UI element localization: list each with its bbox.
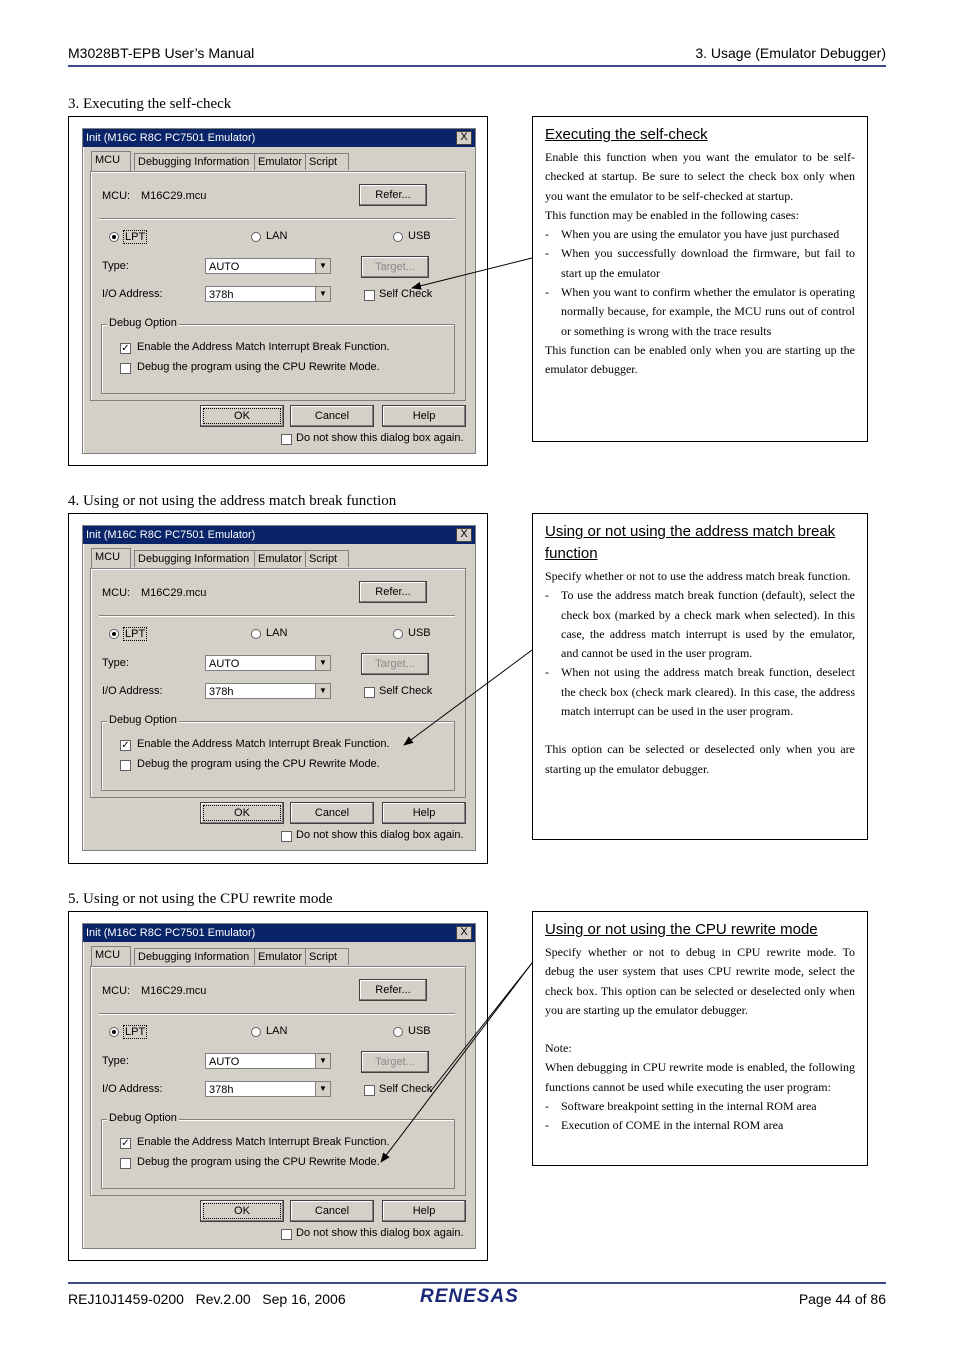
mcu-file-value: M16C29.mcu: [141, 190, 207, 202]
address-match-label: Enable the Address Match Interrupt Break Function.: [137, 341, 390, 353]
close-button[interactable]: X: [456, 528, 472, 542]
type-label: Type:: [102, 657, 129, 669]
list-item: - To use the address match break function (default), select the check box (marked by a check mark when selected). In this case, the address match interrupt is used by the emulator, and cannot be used in the user program.: [545, 586, 855, 663]
header-section-title: 3. Usage (Emulator Debugger): [695, 45, 886, 61]
footer-doc-number: REJ10J1459-0200 Rev.2.00 Sep 16, 2006: [68, 1291, 346, 1307]
description-note-text: When debugging in CPU rewrite mode is enabled, the following functions cannot be used while executing the user program:: [545, 1060, 855, 1094]
tab-debugging-information[interactable]: Debugging Information: [134, 948, 256, 965]
target-button[interactable]: Target...: [361, 256, 429, 278]
debug-option-title: Debug Option: [109, 317, 177, 329]
cpu-rewrite-label: Debug the program using the CPU Rewrite Mode.: [137, 361, 380, 373]
section-title-address-match: 4. Using or not using the address match break function: [68, 493, 397, 509]
radio-usb-label: USB: [408, 627, 431, 639]
description-outro: This option can be selected or deselected only when you are starting up the emulator debugger.: [545, 742, 855, 776]
debug-option-title: Debug Option: [109, 1112, 177, 1124]
address-match-label: Enable the Address Match Interrupt Break Function.: [137, 738, 390, 750]
dont-show-label: Do not show this dialog box again.: [296, 829, 464, 841]
dialog-title: Init (M16C R8C PC7501 Emulator): [86, 529, 256, 541]
footer-rule: [68, 1282, 886, 1284]
mcu-label: MCU:: [102, 985, 131, 997]
cancel-button[interactable]: Cancel: [290, 1200, 374, 1222]
tab-emulator[interactable]: Emulator: [254, 550, 307, 567]
mcu-label: MCU:: [102, 190, 131, 202]
self-check-label: Self Check: [379, 685, 433, 697]
mcu-file-value: M16C29.mcu: [141, 587, 207, 599]
cpu-rewrite-label: Debug the program using the CPU Rewrite Mode.: [137, 1156, 380, 1168]
io-address-label: I/O Address:: [102, 1083, 163, 1095]
refer-button[interactable]: Refer...: [359, 184, 427, 206]
help-button[interactable]: Help: [382, 1200, 466, 1222]
tab-debugging-information[interactable]: Debugging Information: [134, 153, 256, 170]
header-manual-title: M3028BT-EPB User’s Manual: [68, 45, 255, 61]
address-match-checkbox[interactable]: ✓: [121, 343, 130, 354]
chevron-down-icon[interactable]: ▼: [315, 684, 330, 698]
address-match-label: Enable the Address Match Interrupt Break Function.: [137, 1136, 390, 1148]
tab-mcu[interactable]: MCU: [91, 548, 131, 568]
radio-lan-label: LAN: [266, 1025, 288, 1037]
dont-show-label: Do not show this dialog box again.: [296, 432, 464, 444]
arrow-self-check: [412, 258, 532, 288]
chevron-down-icon[interactable]: ▼: [315, 287, 330, 301]
radio-lan-label: LAN: [266, 627, 288, 639]
chevron-down-icon[interactable]: ▼: [315, 1054, 330, 1068]
tab-script[interactable]: Script: [305, 550, 349, 567]
dialog-title: Init (M16C R8C PC7501 Emulator): [86, 132, 256, 144]
radio-lpt-label: LPT: [125, 1026, 146, 1038]
io-address-value: 378h: [209, 686, 234, 698]
cancel-button[interactable]: Cancel: [290, 802, 374, 824]
help-button[interactable]: Help: [382, 405, 466, 427]
mcu-label: MCU:: [102, 587, 131, 599]
help-button[interactable]: Help: [382, 802, 466, 824]
self-check-label: Self Check: [379, 288, 433, 300]
cpu-rewrite-label: Debug the program using the CPU Rewrite Mode.: [137, 758, 380, 770]
arrow-cpu-rewrite-b: [381, 963, 532, 1162]
io-address-value: 378h: [209, 1084, 234, 1096]
list-item: - When you are using the emulator you have just purchased: [545, 225, 855, 244]
close-button[interactable]: X: [456, 926, 472, 940]
arrow-address-match: [404, 650, 532, 745]
self-check-label: Self Check: [379, 1083, 433, 1095]
tab-mcu[interactable]: MCU: [91, 946, 131, 966]
radio-lpt-label: LPT: [125, 231, 146, 243]
tab-debugging-information[interactable]: Debugging Information: [134, 550, 256, 567]
debug-option-title: Debug Option: [109, 714, 177, 726]
target-button[interactable]: Target...: [361, 1051, 429, 1073]
ok-button[interactable]: OK: [200, 802, 284, 824]
description-title: Executing the self-check: [545, 126, 708, 143]
description-outro: This function can be enabled only when you are starting up the emulator debugger.: [545, 342, 855, 377]
address-match-checkbox[interactable]: ✓: [121, 1138, 130, 1149]
ok-button[interactable]: OK: [200, 405, 284, 427]
list-item: - Execution of COME in the internal ROM area: [545, 1116, 855, 1135]
type-combo-value: AUTO: [209, 261, 240, 273]
tab-mcu[interactable]: MCU: [91, 151, 131, 171]
chevron-down-icon[interactable]: ▼: [315, 1082, 330, 1096]
list-item: - When you successfully download the firmware, but fail to start up the emulator: [545, 244, 855, 283]
type-combo-value: AUTO: [209, 658, 240, 670]
io-address-label: I/O Address:: [102, 685, 163, 697]
cancel-button[interactable]: Cancel: [290, 405, 374, 427]
tab-script[interactable]: Script: [305, 948, 349, 965]
refer-button[interactable]: Refer...: [359, 979, 427, 1001]
renesas-logo: RENESAS: [420, 1286, 519, 1307]
address-match-checkbox[interactable]: ✓: [121, 740, 130, 751]
dialog-title: Init (M16C R8C PC7501 Emulator): [86, 927, 256, 939]
radio-usb-label: USB: [408, 230, 431, 242]
list-item: - When not using the address match break function, deselect the check box (check mark cleared). In this case, the address match interrupt can be used in the user program.: [545, 663, 855, 721]
tab-emulator[interactable]: Emulator: [254, 153, 307, 170]
list-item: - Software breakpoint setting in the internal ROM area: [545, 1097, 855, 1116]
tab-script[interactable]: Script: [305, 153, 349, 170]
target-button[interactable]: Target...: [361, 653, 429, 675]
mcu-file-value: M16C29.mcu: [141, 985, 207, 997]
radio-lan-label: LAN: [266, 230, 288, 242]
refer-button[interactable]: Refer...: [359, 581, 427, 603]
section-title-self-check: 3. Executing the self-check: [68, 96, 232, 112]
type-combo-value: AUTO: [209, 1056, 240, 1068]
ok-button[interactable]: OK: [200, 1200, 284, 1222]
description-intro2: This function may be enabled in the following cases:: [545, 207, 799, 222]
description-title: Using or not using the CPU rewrite mode: [545, 921, 818, 938]
chevron-down-icon[interactable]: ▼: [315, 656, 330, 670]
io-address-value: 378h: [209, 289, 234, 301]
description-intro: Enable this function when you want the emulator to be self-checked at startup. Be sure to select the check box only when you want the emulator to be self-checked at startup.: [545, 150, 855, 203]
description-intro: Specify whether or not to debug in CPU rewrite mode. To debug the user system that uses CPU rewrite mode, select the check box. This option can be selected or deselected only when you are starting up the emulator debugger.: [545, 945, 855, 1017]
type-label: Type:: [102, 1055, 129, 1067]
tab-emulator[interactable]: Emulator: [254, 948, 307, 965]
dont-show-label: Do not show this dialog box again.: [296, 1227, 464, 1239]
section-title-cpu-rewrite: 5. Using or not using the CPU rewrite mode: [68, 891, 333, 907]
io-address-label: I/O Address:: [102, 288, 163, 300]
description-title: Using or not using the address match break function: [545, 523, 836, 562]
list-item: - When you want to confirm whether the emulator is operating normally because, for example, the MCU runs out of control or something is wrong with the trace results: [545, 283, 855, 341]
description-note-label: Note:: [545, 1041, 572, 1056]
radio-usb-label: USB: [408, 1025, 431, 1037]
footer-page-number: Page 44 of 86: [798, 1291, 886, 1307]
type-label: Type:: [102, 260, 129, 272]
close-button[interactable]: X: [456, 131, 472, 145]
chevron-down-icon[interactable]: ▼: [315, 259, 330, 273]
description-intro: Specify whether or not to use the address match break function.: [545, 569, 851, 583]
radio-lpt-label: LPT: [125, 628, 146, 640]
